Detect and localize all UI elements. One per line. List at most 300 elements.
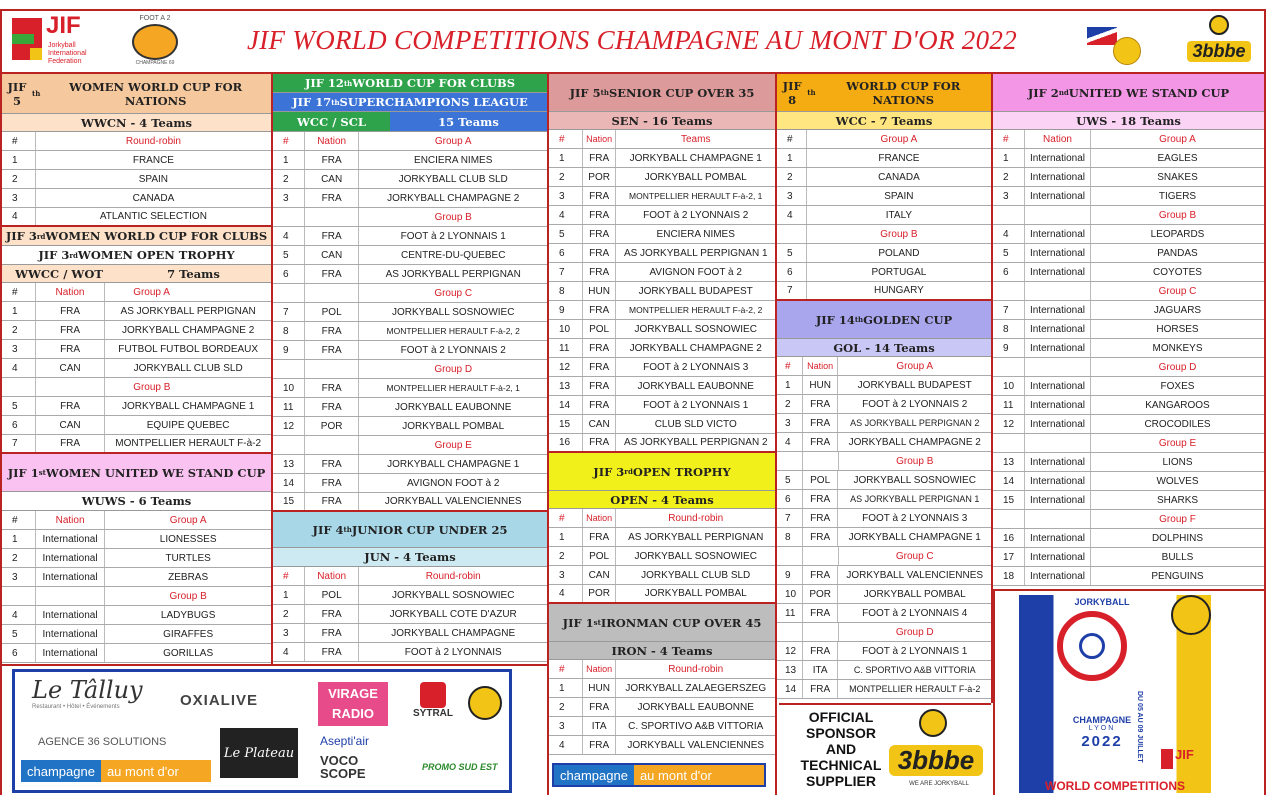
table-row (2, 625, 271, 644)
wwcc-header-row (2, 283, 271, 302)
wcc-header-row (273, 132, 547, 151)
wcn-title-sup: th (807, 88, 816, 97)
cell: 6 (993, 263, 1025, 281)
nation: FRA (305, 227, 360, 245)
team-name: CANADA (132, 192, 175, 204)
round-robin-header: Round-robin (668, 663, 724, 675)
wuws-title (2, 454, 271, 492)
table-row (2, 530, 271, 549)
nation: FRA (583, 187, 617, 205)
open-title-sup: rd (624, 467, 633, 476)
nation: FRA (583, 206, 617, 224)
scl-title (273, 93, 547, 112)
cell: 7 (777, 509, 803, 527)
cell: 5 (993, 244, 1025, 262)
cell: 5 (273, 246, 305, 264)
nation: FRA (305, 398, 360, 416)
group-row (273, 208, 547, 227)
cell: 6 (2, 416, 36, 434)
cell: 2 (2, 321, 36, 339)
table-row (2, 340, 271, 359)
table-row (993, 377, 1264, 396)
team-name: JORKYBALL CLUB SLD (133, 362, 243, 374)
team-name: JORKYBALL VALENCIENNES (384, 496, 522, 507)
uws-header-row (993, 130, 1264, 149)
team-name: FRANCE (132, 154, 174, 166)
cell: # (2, 283, 36, 301)
table-row (549, 263, 775, 282)
nation: International (1025, 491, 1091, 509)
cell (1025, 206, 1091, 224)
nation: International (1025, 548, 1091, 566)
cell: 1 (273, 151, 305, 169)
cell: 2 (549, 547, 583, 565)
champagne-text: champagne (21, 760, 101, 782)
cell: 3 (549, 187, 583, 205)
cell: 6 (2, 644, 36, 662)
cell: 3 (777, 414, 803, 432)
nation: International (1025, 453, 1091, 471)
cell: 1 (2, 151, 36, 169)
cell: 8 (549, 282, 583, 300)
cell: 1 (549, 149, 583, 167)
table-row (273, 455, 547, 474)
table-row (273, 246, 547, 265)
team-name: JORKYBALL CHAMPAGNE 2 (122, 324, 255, 336)
nation: FRA (803, 395, 839, 413)
table-row (549, 225, 775, 244)
team-name: PORTUGAL (871, 266, 927, 278)
cell: 11 (549, 339, 583, 357)
team-name: LIONS (1162, 456, 1193, 468)
nation: POR (583, 585, 617, 602)
cell: 4 (2, 606, 36, 624)
sponsor-3bbbe-large: 3bbbe (889, 745, 983, 776)
table-row (777, 661, 991, 680)
nation: FRA (803, 509, 839, 527)
cell: 6 (777, 490, 803, 508)
cell: 17 (993, 548, 1025, 566)
team-name: JORKYBALL EAUBONNE (637, 380, 754, 392)
group-row (993, 434, 1264, 453)
nation-header: Nation (305, 567, 360, 585)
wuws-header-row (2, 511, 271, 530)
nation: CAN (305, 170, 360, 188)
team-name: BULLS (1161, 551, 1194, 563)
nation: FRA (36, 397, 105, 415)
cell: 11 (993, 396, 1025, 414)
wcn-subtitle: WCC - 7 Teams (777, 112, 991, 130)
official-sponsor-panel (779, 703, 991, 795)
table-row (549, 339, 775, 358)
poster-year: 2022 (1081, 733, 1123, 750)
table-row (993, 396, 1264, 415)
table-row (549, 585, 775, 604)
nation: POR (803, 585, 839, 603)
cell (993, 206, 1025, 224)
nation: CAN (36, 359, 105, 377)
wwcn-title-sup: th (31, 89, 41, 98)
team-name: FOOT à 2 LYONNAIS (404, 646, 502, 658)
cell: 9 (273, 341, 305, 359)
table-row (549, 415, 775, 434)
cell: 4 (993, 225, 1025, 243)
table-row (273, 624, 547, 643)
le-plateau-logo: Le Plateau (220, 728, 298, 778)
cell: 10 (549, 320, 583, 338)
table-row (273, 417, 547, 436)
team-name: JORKYBALL SOSNOWIEC (634, 323, 757, 335)
nation: FRA (305, 474, 360, 492)
table-row (273, 341, 547, 360)
group-label: Group D (434, 363, 473, 375)
nation: ITA (803, 661, 839, 679)
sen-title-sup: th (600, 88, 609, 97)
table-row (549, 736, 775, 755)
team-name: COYOTES (1153, 266, 1202, 278)
group-row (273, 360, 547, 379)
nation-header: Nation (36, 283, 105, 301)
table-row (777, 149, 991, 168)
group-label: Group B (434, 211, 472, 223)
jun-title (273, 512, 547, 548)
table-row (777, 187, 991, 206)
cell (993, 434, 1025, 452)
cell (1025, 358, 1091, 376)
team-name: JORKYBALL POMBAL (402, 420, 505, 432)
nation: International (36, 549, 105, 567)
cell (1025, 510, 1091, 528)
table-row (993, 453, 1264, 472)
cell: 10 (777, 585, 803, 603)
cell: 12 (993, 415, 1025, 433)
uws-title-text: JIF 2 (1027, 85, 1059, 100)
table-row (777, 566, 991, 585)
team-name: FOOT à 2 LYONNAIS 2 (862, 398, 968, 410)
team-name: ZEBRAS (168, 571, 209, 583)
voco-scope-logo: VOCO SCOPE (320, 753, 366, 781)
cell: 14 (549, 396, 583, 414)
team-name: AS JORKYBALL PERPIGNAN 1 (623, 247, 768, 259)
sytral-text: SYTRAL (413, 708, 453, 719)
nation: FRA (583, 244, 617, 262)
group-label: Group A (880, 133, 918, 145)
team-name: FOOT à 2 LYONNAIS 3 (862, 512, 968, 524)
team-name: JORKYBALL POMBAL (644, 171, 747, 183)
gol-title-text: JIF 14 (815, 312, 855, 327)
nation: FRA (305, 151, 360, 169)
wcc-count: 15 Teams (390, 112, 547, 131)
cell: 10 (273, 379, 305, 397)
virage-radio-logo: VIRAGE RADIO (318, 682, 388, 726)
wot-title-sup: rd (69, 250, 78, 260)
nation: International (1025, 168, 1091, 186)
table-row (2, 549, 271, 568)
cell: 5 (777, 471, 803, 489)
cell: 5 (549, 225, 583, 243)
team-name: JORKYBALL VALENCIENNES (627, 739, 765, 751)
nation: International (1025, 320, 1091, 338)
team-name: EAGLES (1157, 152, 1198, 164)
iron-subtitle: IRON - 4 Teams (549, 642, 775, 660)
cell: 6 (777, 263, 807, 281)
sytral-logo (408, 682, 458, 726)
table-row (2, 208, 271, 227)
table-row (273, 227, 547, 246)
jun-title-text: JIF 4 (312, 522, 344, 537)
table-row (993, 187, 1264, 206)
agence-36-solutions-logo: AGENCE 36 SOLUTIONS (38, 736, 167, 748)
cell: # (549, 660, 583, 678)
table-row (549, 149, 775, 168)
table-row (993, 529, 1264, 548)
poster-jif-text: JIF (1175, 747, 1194, 762)
cell: 13 (549, 377, 583, 395)
group-label: Group B (880, 228, 918, 240)
cell: 6 (273, 265, 305, 283)
foot-a-2-logo (124, 15, 186, 71)
cell: 11 (273, 398, 305, 416)
team-name: FOOT à 2 LYONNAIS 2 (400, 344, 506, 356)
cell (305, 436, 360, 454)
cell: 1 (2, 302, 36, 320)
table-row (777, 585, 991, 604)
table-row (549, 282, 775, 301)
open-header-row (549, 509, 775, 528)
cell: 7 (2, 435, 36, 452)
cell (273, 360, 305, 378)
cell (1025, 282, 1091, 300)
team-name: SPAIN (884, 190, 914, 202)
nation: FRA (36, 340, 105, 358)
group-label: Group D (1158, 361, 1197, 373)
jun-title-text-end: JUNIOR CUP UNDER 25 (351, 522, 508, 537)
group-row (993, 282, 1264, 301)
team-name: GORILLAS (163, 647, 214, 659)
poster-dates: DU 05 AU 09 JUILLET (1136, 691, 1143, 763)
sen-title-text-end: SENIOR CUP OVER 35 (608, 85, 755, 100)
cell: 12 (273, 417, 305, 435)
group-row (993, 510, 1264, 529)
table-row (2, 397, 271, 416)
promo-sud-est-logo: PROMO SUD EST (422, 762, 498, 772)
nation: HUN (583, 679, 617, 697)
champagne-au-mont-dor-banner-2 (552, 763, 766, 787)
cell: 2 (273, 170, 305, 188)
cell: 11 (777, 604, 803, 622)
cell: 7 (273, 303, 305, 321)
group-row (777, 452, 991, 471)
table-row (777, 244, 991, 263)
nation: POL (583, 320, 617, 338)
nation: POL (305, 586, 360, 604)
cell: 3 (549, 566, 583, 584)
group-label: Group B (896, 455, 934, 467)
cell (1025, 434, 1091, 452)
champagne-au-mont-dor-banner (21, 760, 211, 782)
wcc-title-sup: th (343, 78, 353, 88)
nation: FRA (583, 263, 617, 281)
open-title-text-end: OPEN TROPHY (632, 464, 731, 479)
teams-header: Teams (681, 133, 711, 145)
cell: 16 (549, 434, 583, 451)
asepti-air-logo: Asepti'air (320, 734, 369, 748)
nation: FRA (583, 301, 617, 319)
gol-title-sup: th (854, 315, 864, 324)
nation: CAN (583, 566, 617, 584)
wwcc-title-text-end: WOMEN WORLD CUP FOR CLUBS (45, 229, 268, 243)
wcc-title-text: JIF 12 (304, 76, 344, 90)
cell: 13 (273, 455, 305, 473)
wcn-title-text-end: WORLD CUP FOR NATIONS (846, 78, 961, 107)
team-name: AS JORKYBALL PERPIGNAN 1 (850, 494, 980, 504)
wwcn-header-row (2, 132, 271, 151)
cell: 2 (273, 605, 305, 623)
cell: 14 (777, 680, 803, 698)
header (2, 11, 1264, 74)
cell (803, 547, 839, 565)
team-name: JORKYBALL POMBAL (644, 588, 747, 599)
team-name: JORKYBALL COTE D'AZUR (389, 608, 517, 620)
table-row (273, 170, 547, 189)
table-row (993, 149, 1264, 168)
table-row (777, 471, 991, 490)
team-name: FOOT à 2 LYONNAIS 1 (400, 230, 506, 242)
oxialive-logo: OXIALIVE (180, 692, 259, 709)
table-row (2, 170, 271, 189)
nation: FRA (305, 605, 360, 623)
column-2 (273, 74, 549, 664)
table-row (2, 302, 271, 321)
nation: International (1025, 263, 1091, 281)
iron-title-text-end: IRONMAN CUP OVER 45 (600, 615, 762, 630)
page-title: JIF WORLD COMPETITIONS CHAMPAGNE AU MONT D'OR 2022 (246, 25, 1017, 55)
wwcn-title-text: JIF 5 (7, 79, 27, 108)
team-name: FUTBOL FUTBOL BORDEAUX (118, 343, 259, 355)
table-row (993, 415, 1264, 434)
le-tallu-logo (32, 676, 157, 726)
jun-subtitle: JUN - 4 Teams (273, 548, 547, 567)
event-poster (993, 589, 1266, 795)
wcc-subtitle (273, 112, 547, 132)
nation: FRA (305, 455, 360, 473)
cell: 2 (549, 698, 583, 716)
team-name: JORKYBALL BUDAPEST (638, 285, 753, 297)
nation: FRA (803, 414, 839, 432)
table-row (2, 568, 271, 587)
table-row (993, 472, 1264, 491)
nation: International (1025, 339, 1091, 357)
wwcc-code: WWCC / WOT (15, 266, 103, 281)
team-name: PENGUINS (1151, 570, 1204, 582)
nation: FRA (803, 680, 839, 698)
team-name: JORKYBALL SOSNOWIEC (634, 550, 757, 562)
cell: 4 (777, 206, 807, 224)
nation: POL (305, 303, 360, 321)
team-name: JORKYBALL CHAMPAGNE 2 (387, 192, 520, 204)
team-name: MONTPELLIER HERAULT F-à-2 (115, 438, 262, 449)
table-row (777, 490, 991, 509)
cell: 8 (993, 320, 1025, 338)
team-name: JORKYBALL SOSNOWIEC (392, 306, 515, 318)
team-name: JORKYBALL CHAMPAGNE 1 (122, 400, 255, 412)
team-name: TURTLES (165, 552, 211, 564)
wwcc-subtitle (2, 265, 271, 283)
cell: 2 (777, 168, 807, 186)
nation: FRA (803, 604, 839, 622)
nation: HUN (583, 282, 617, 300)
wwcc-title-text: JIF 3 (5, 229, 37, 243)
cell (777, 225, 807, 243)
nation: FRA (803, 566, 839, 584)
poster-jif-logo (1161, 747, 1211, 775)
gol-title-text-end: GOLDEN CUP (863, 312, 953, 327)
nation: FRA (305, 379, 360, 397)
team-name: AVIGNON FOOT à 2 (407, 477, 500, 489)
group-label: Group B (1158, 209, 1197, 221)
team-name: JORKYBALL CHAMPAGNE 1 (387, 458, 520, 470)
nation: International (36, 625, 105, 643)
table-row (273, 379, 547, 398)
team-name: CROCODILES (1144, 418, 1211, 430)
wot-title-text-end: WOMEN OPEN TROPHY (77, 248, 235, 262)
team-name: JORKYBALL CLUB SLD (398, 173, 508, 185)
team-name: JORKYBALL VALENCIENNES (846, 569, 984, 581)
cell: 12 (777, 642, 803, 660)
wuws-title-sup: st (38, 468, 46, 477)
cell (777, 452, 803, 470)
cell: # (2, 511, 36, 529)
table-row (273, 493, 547, 512)
nation: FRA (583, 377, 617, 395)
team-name: MONTPELLIER HERAULT F-à-2, 2 (629, 305, 763, 315)
table-row (2, 321, 271, 340)
table-row (993, 301, 1264, 320)
column-4 (777, 74, 993, 703)
table-row (2, 359, 271, 378)
nation: CAN (583, 415, 617, 433)
nation: FRA (36, 435, 105, 452)
cell: 9 (777, 566, 803, 584)
sponsor-3bbbe-text: 3bbbe (1187, 41, 1251, 62)
round-robin-header: Round-robin (125, 135, 181, 147)
cell: # (273, 132, 305, 150)
iron-title (549, 604, 775, 642)
table-row (2, 416, 271, 435)
cell: 1 (2, 530, 36, 548)
cell: 9 (549, 301, 583, 319)
table-row (549, 187, 775, 206)
table-row (549, 434, 775, 453)
cell: 3 (777, 187, 807, 205)
football-friends-logo (1087, 19, 1145, 69)
jif-logo (10, 12, 98, 72)
cell: 8 (273, 322, 305, 340)
group-label: Group C (434, 287, 473, 299)
sen-title-text: JIF 5 (569, 85, 601, 100)
team-name: EQUIPE QUEBEC (146, 419, 230, 431)
nation: International (1025, 472, 1091, 490)
cell: 15 (549, 415, 583, 433)
cell: # (777, 130, 807, 148)
team-name: CENTRE-DU-QUEBEC (400, 249, 506, 261)
team-name: C. SPORTIVO A&B VITTORIA (628, 720, 764, 732)
cell: 5 (2, 625, 36, 643)
team-name: SPAIN (138, 173, 169, 185)
scl-title-text-end: SUPERCHAMPIONS LEAGUE (339, 95, 528, 109)
sponsors-panel (2, 664, 549, 795)
wuws-title-text: JIF 1 (7, 465, 39, 480)
